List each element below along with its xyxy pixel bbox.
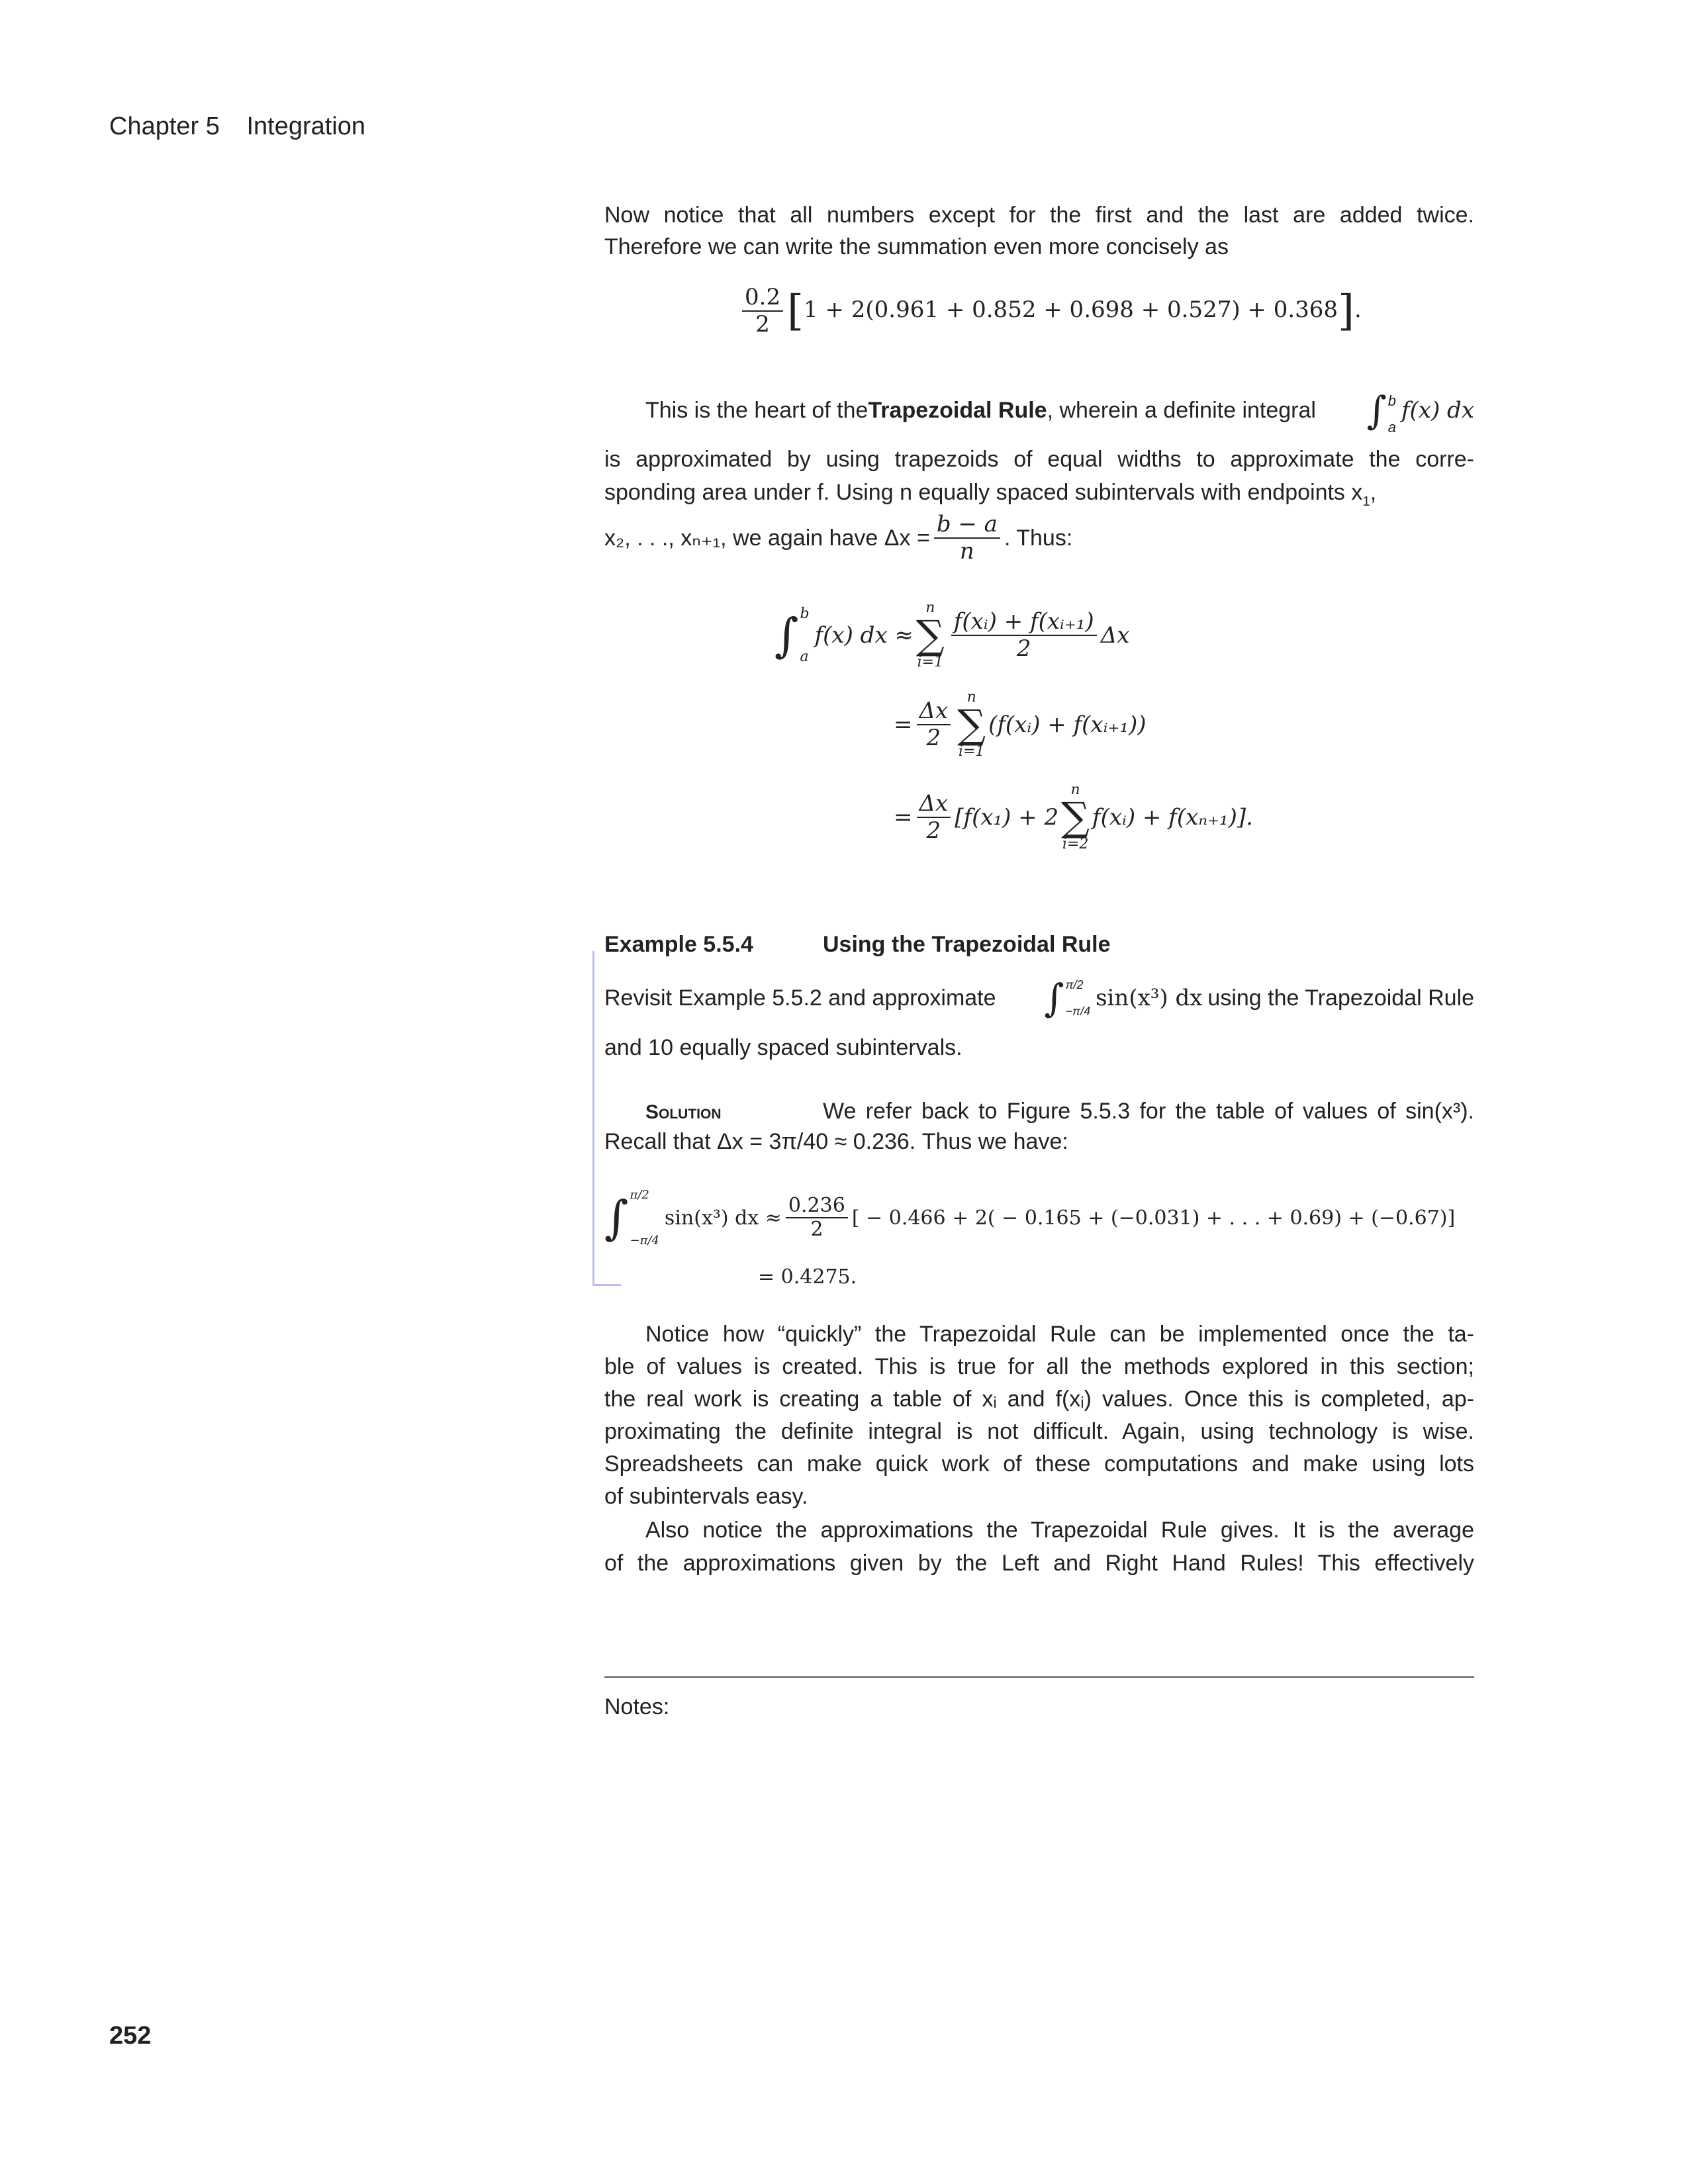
example-heading — [604, 931, 1474, 958]
sum-sign: n ∑ i=1 — [915, 600, 945, 670]
lower-limit: a — [1387, 419, 1396, 435]
lower-limit: a — [800, 649, 809, 665]
summand: (f(xᵢ) + f(xᵢ₊₁)) — [988, 711, 1147, 738]
lower-limit: −π/4 — [1065, 1005, 1091, 1018]
paragraph-line: ble of values is created. This is true for all the methods explored in this section; — [604, 1354, 1474, 1379]
solution-line — [604, 1098, 1474, 1126]
upper-limit: b — [1387, 392, 1396, 409]
paragraph-line: the real work is creating a table of xᵢ and f(xᵢ) values. Once this is completed, ap- — [604, 1387, 1474, 1412]
integral-limits — [630, 1188, 659, 1248]
equals: = — [894, 711, 913, 738]
text: . Thus: — [1004, 525, 1073, 551]
running-header — [109, 113, 365, 141]
fraction-numerator: 0.236 — [786, 1195, 848, 1219]
sum-lower: i=1 — [917, 654, 944, 670]
upper-limit: π/2 — [630, 1188, 649, 1202]
fraction-denominator: 2 — [810, 1218, 823, 1241]
trapezoidal-rule-display-equation — [774, 592, 1253, 864]
integral-limits — [800, 606, 809, 665]
text: This is the heart of the — [645, 398, 868, 423]
integral-sign: ∫ — [1044, 976, 1064, 1021]
fraction-denominator: 2 — [1016, 635, 1031, 662]
lower-limit: −π/4 — [630, 1234, 659, 1248]
example-statement-line — [604, 968, 1474, 1028]
solution-text: We refer back to Figure 5.5.3 for the table of values of sin(x³). — [823, 1099, 1474, 1124]
text: using the Trapezoidal Rule — [1207, 985, 1474, 1011]
notes-divider — [604, 1676, 1474, 1678]
fraction-numerator: 0.2 — [742, 285, 783, 312]
paragraph-line: of subintervals easy. — [604, 1484, 808, 1509]
chapter-title: Integration — [246, 113, 366, 140]
sum-upper: n — [966, 689, 976, 705]
paragraph-line: Spreadsheets can make quick work of these computations and make using lots — [604, 1451, 1474, 1477]
example-bar — [592, 951, 594, 1285]
upper-limit: b — [800, 606, 810, 622]
right-bracket: ] — [1338, 287, 1355, 336]
sum-sign: n ∑ i=1 — [957, 689, 986, 760]
fraction-denominator: 2 — [755, 311, 770, 338]
summation-equation — [738, 285, 1362, 338]
paragraph-line: of the approximations given by the Left and Right Hand Rules! This effectively — [604, 1551, 1474, 1576]
lhs: sin(x³) dx ≈ — [664, 1206, 782, 1230]
sum-upper: n — [925, 600, 935, 616]
sum-lower: i=2 — [1062, 836, 1089, 852]
text: x₂, . . ., xₙ₊₁, we again have Δx = — [604, 525, 930, 551]
integral-sign: ∫ — [774, 608, 799, 662]
fraction-numerator: b − a — [934, 512, 1000, 539]
paragraph-line — [645, 383, 1474, 438]
paragraph-line: Notice how “quickly” the Trapezoidal Rule can be implemented once the ta- — [645, 1322, 1474, 1347]
fraction-numerator: f(xᵢ) + f(xᵢ₊₁) — [951, 609, 1097, 636]
left-bracket: [ — [787, 287, 804, 336]
text: , — [1370, 480, 1377, 505]
page-number: 252 — [109, 2022, 152, 2050]
fraction-denominator: n — [959, 538, 974, 565]
integral-limits — [1388, 388, 1396, 433]
paragraph-line: Now notice that all numbers except for the first and the last are added twice. — [604, 203, 1474, 228]
paragraph-line: proximating the definite integral is not difficult. Again, using technology is wise. — [604, 1419, 1474, 1444]
equals: = — [894, 804, 913, 831]
equation-body: [ − 0.466 + 2( − 0.165 + (−0.031) + . . . + 0.69) + (−0.67)] — [851, 1206, 1456, 1230]
example-label: Example 5.5.4 — [604, 932, 753, 957]
integral-limits — [1066, 972, 1091, 1024]
equation-body: 1 + 2(0.961 + 0.852 + 0.698 + 0.527) + 0.368 — [804, 296, 1338, 324]
example-title: Using the Trapezoidal Rule — [823, 932, 1111, 957]
paragraph-line: is approximated by using trapezoids of equal widths to approximate the corre- — [604, 447, 1474, 472]
fraction-numerator: Δx — [917, 698, 951, 725]
paragraph-line: Also notice the approximations the Trapezoidal Rule gives. It is the average — [645, 1518, 1474, 1543]
fraction-denominator: 2 — [926, 725, 941, 751]
example-equation — [604, 1181, 1455, 1254]
solution-label: Solution — [645, 1101, 722, 1123]
sum-sign: n ∑ i=2 — [1061, 782, 1090, 852]
summand: [f(x₁) + 2 — [955, 804, 1059, 831]
lhs: f(x) dx ≈ — [814, 622, 914, 649]
period: . — [1354, 296, 1362, 324]
fraction-denominator: 2 — [926, 817, 941, 844]
solution-line: Recall that Δx = 3π/40 ≈ 0.236. Thus we have: — [604, 1129, 1068, 1154]
text: Revisit Example 5.5.2 and approximate — [604, 985, 996, 1011]
integrand: sin(x³) dx — [1096, 985, 1203, 1011]
chapter-number: Chapter 5 — [109, 113, 220, 140]
subscript: 1 — [1362, 494, 1370, 509]
integral-sign: ∫ — [604, 1191, 629, 1245]
term-trapezoidal-rule: Trapezoidal Rule — [868, 398, 1047, 423]
text: , wherein a definite integral — [1047, 398, 1316, 423]
integral-sign: ∫ — [1366, 388, 1387, 433]
sum-upper: n — [1070, 782, 1080, 798]
delta-x: Δx — [1100, 622, 1130, 649]
paragraph-line: Therefore we can write the summation even more concisely as — [604, 234, 1229, 259]
notes-label: Notes: — [604, 1694, 670, 1719]
text: sponding area under f. Using n equally spaced subintervals with endpoints x — [604, 480, 1363, 505]
summand: f(xᵢ) + f(xₙ₊₁)]. — [1092, 804, 1253, 831]
example-bar-bottom — [592, 1284, 621, 1286]
example-statement-line: and 10 equally spaced subintervals. — [604, 1035, 962, 1060]
fraction-numerator: Δx — [917, 791, 951, 818]
integrand: f(x) dx — [1401, 397, 1474, 424]
paragraph-line — [604, 508, 1474, 568]
upper-limit: π/2 — [1065, 978, 1084, 991]
sum-lower: i=1 — [958, 743, 985, 760]
example-result: = 0.4275. — [758, 1265, 857, 1289]
